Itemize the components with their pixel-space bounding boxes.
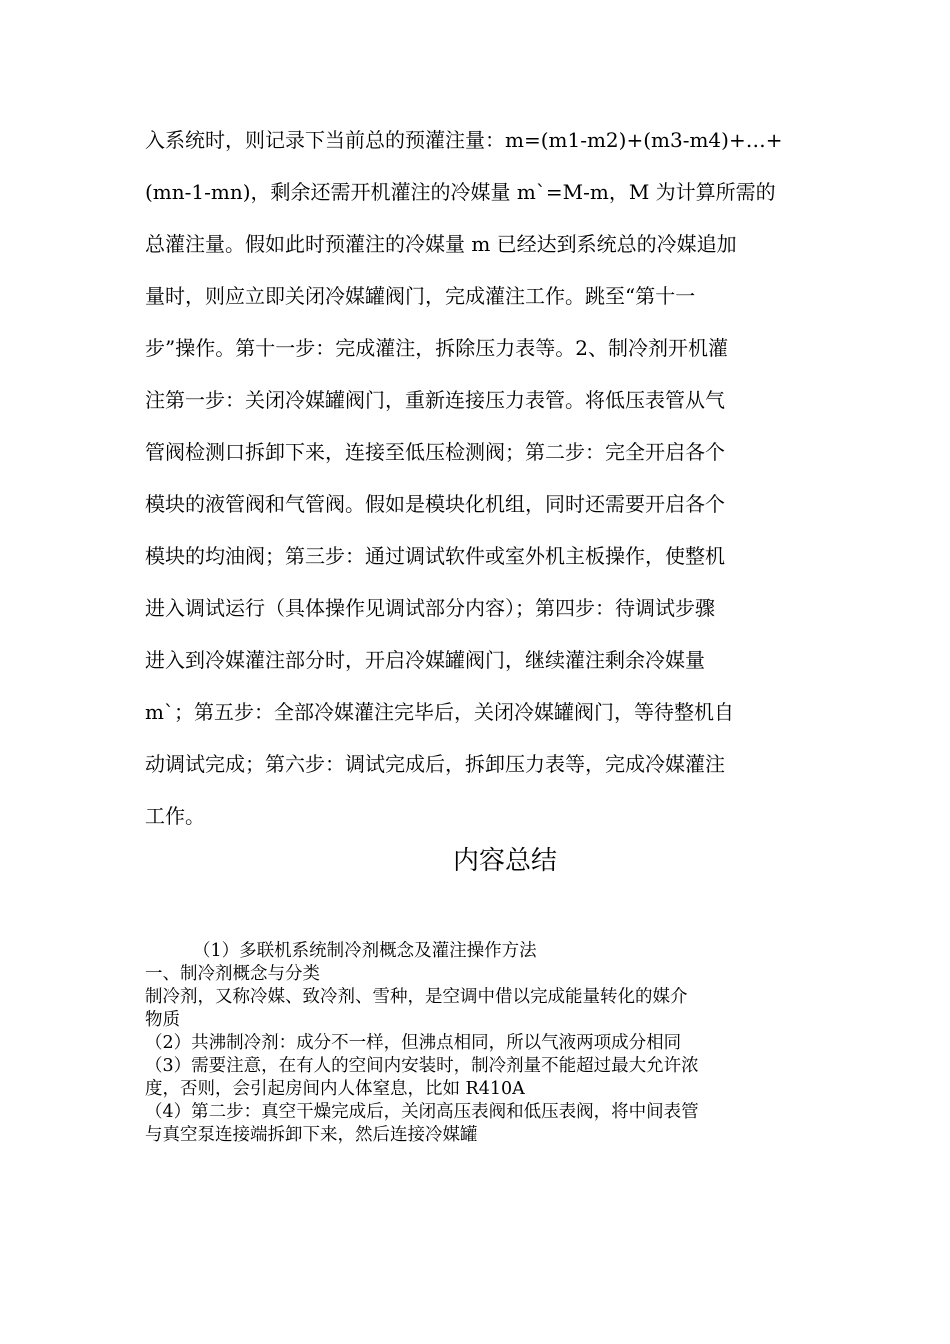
body-line: 步”操作。第十一步：完成灌注，拆除压力表等。2、制冷剂开机灌 — [145, 336, 728, 360]
body-paragraph — [145, 118, 807, 846]
summary-line: 制冷剂，又称冷媒、致冷剂、雪种，是空调中借以完成能量转化的媒介 — [145, 987, 688, 1007]
body-line: 模块的液管阀和气管阀。假如是模块化机组，同时还需要开启各个 — [145, 492, 725, 516]
body-line: 模块的均油阀；第三步：通过调试软件或室外机主板操作，使整机 — [145, 544, 725, 568]
summary-title: 内容总结 — [452, 846, 557, 876]
body-line: 动调试完成；第六步：调试完成后，拆卸压力表等，完成冷媒灌注 — [145, 752, 725, 776]
body-line: 入系统时，则记录下当前总的预灌注量：m=(m1-m2)+(m3-m4)+…+ — [145, 128, 783, 152]
body-line: 量时，则应立即关闭冷媒罐阀门，完成灌注工作。跳至“第十一 — [145, 284, 696, 308]
summary-line: 物质 — [145, 1010, 180, 1030]
summary-line: （2）共沸制冷剂：成分不一样，但沸点相同，所以气液两项成分相同 — [145, 1033, 682, 1053]
body-line: 工作。 — [145, 804, 205, 828]
summary-block — [145, 940, 807, 1147]
summary-line: （4）第二步：真空干燥完成后，关闭高压表阀和低压表阀，将中间表管 — [145, 1102, 699, 1122]
summary-line: （3）需要注意，在有人的空间内安装时，制冷剂量不能超过最大允许浓 — [145, 1056, 699, 1076]
body-line: m`；第五步：全部冷媒灌注完毕后，关闭冷媒罐阀门，等待整机自 — [145, 700, 734, 724]
summary-line: 与真空泵连接端拆卸下来，然后连接冷媒罐 — [145, 1125, 478, 1145]
body-line: 注第一步：关闭冷媒罐阀门，重新连接压力表管。将低压表管从气 — [145, 388, 725, 412]
body-line: 进入调试运行（具体操作见调试部分内容）；第四步：待调试步骤 — [145, 596, 715, 620]
summary-line: 度，否则，会引起房间内人体窒息，比如 R410A — [145, 1079, 525, 1099]
body-line: 总灌注量。假如此时预灌注的冷媒量 m 已经达到系统总的冷媒追加 — [145, 232, 737, 256]
summary-line: （1）多联机系统制冷剂概念及灌注操作方法 — [193, 941, 537, 961]
body-line: (mn-1-mn)，剩余还需开机灌注的冷媒量 m`=M-m，M 为计算所需的 — [145, 180, 776, 204]
body-line: 进入到冷媒灌注部分时，开启冷媒罐阀门，继续灌注剩余冷媒量 — [145, 648, 705, 672]
body-line: 管阀检测口拆卸下来，连接至低压检测阀；第二步：完全开启各个 — [145, 440, 725, 464]
summary-line: 一、制冷剂概念与分类 — [145, 964, 320, 984]
